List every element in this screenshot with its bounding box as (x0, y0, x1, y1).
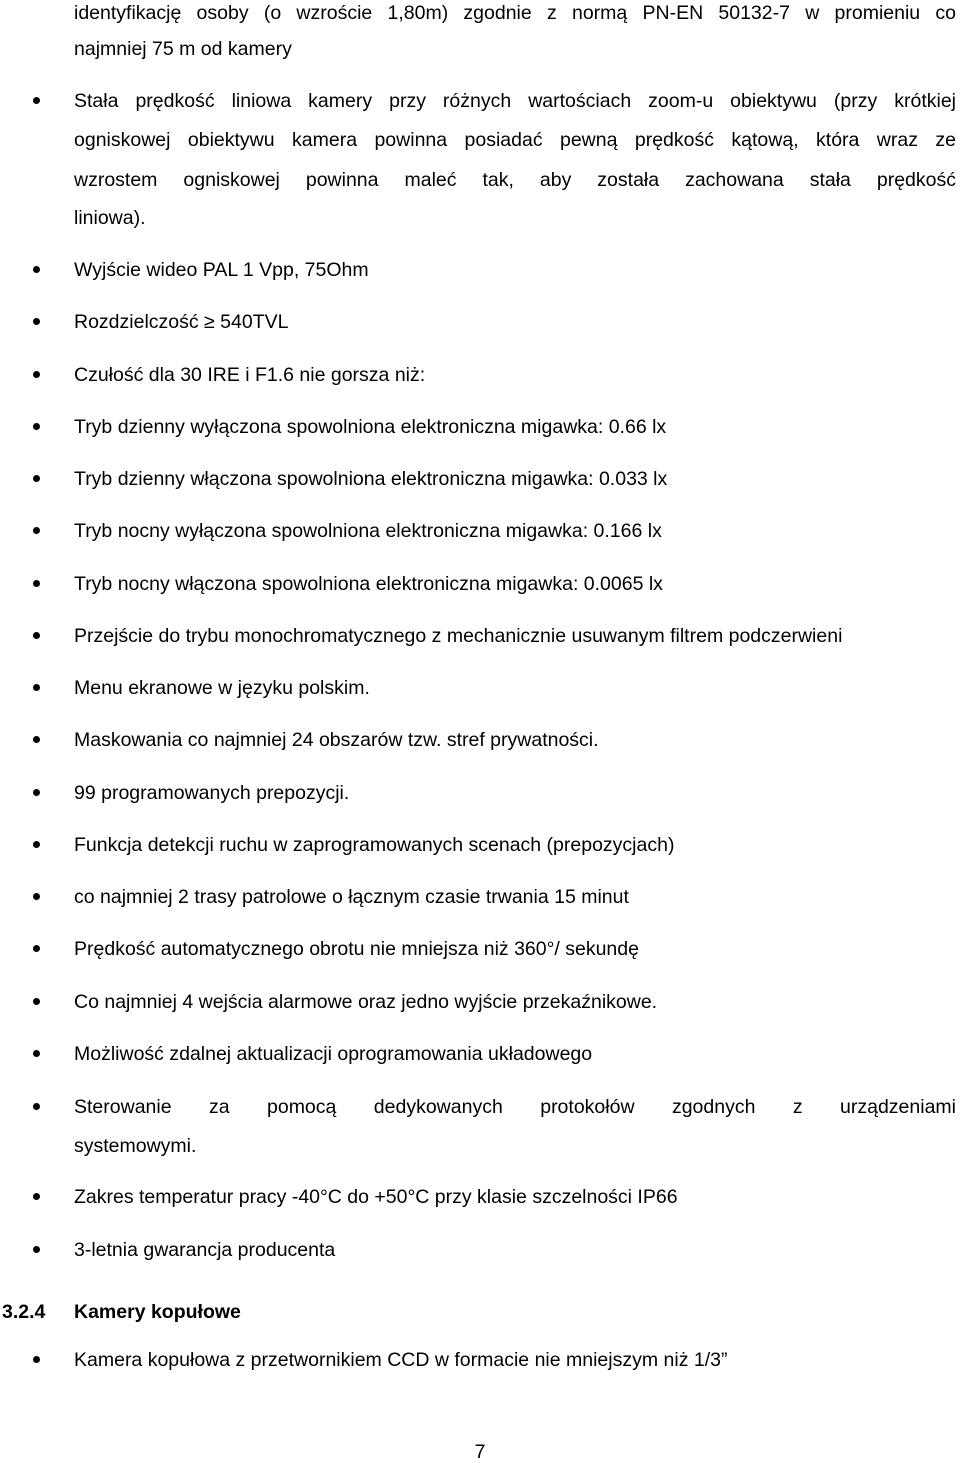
bullet-icon (33, 893, 40, 900)
list-item-text: Kamera kopułowa z przetwornikiem CCD w formacie nie mniejszym niż 1/3” (74, 1349, 728, 1371)
list-item-text: Tryb dzienny wyłączona spowolniona elektroniczna migawka: 0.66 lx (74, 416, 667, 438)
bullet-icon (33, 527, 40, 534)
list-item-text: Rozdzielczość ≥ 540TVL (74, 311, 289, 333)
bullet-icon (33, 789, 40, 796)
list-item-line: systemowymi. (74, 1135, 197, 1157)
list-item-text: Menu ekranowe w języku polskim. (74, 677, 370, 699)
bullet-icon (33, 580, 40, 587)
bullet-icon (33, 945, 40, 952)
list-item-line: wzrostem ogniskowej powinna maleć tak, aby została zachowana stała prędkość (74, 169, 956, 191)
section-title: Kamery kopułowe (74, 1301, 241, 1323)
bullet-icon (33, 1193, 40, 1200)
list-item-text: 3-letnia gwarancja producenta (74, 1239, 336, 1261)
page-number: 7 (474, 1441, 486, 1463)
list-item-text: Przejście do trybu monochromatycznego z mechanicznie usuwanym filtrem podczerwieni (74, 625, 843, 647)
list-item-text: Zakres temperatur pracy -40°C do +50°C przy klasie szczelności IP66 (74, 1186, 678, 1208)
list-item-text: Funkcja detekcji ruchu w zaprogramowanych scenach (prepozycjach) (74, 834, 675, 856)
bullet-icon (33, 1246, 40, 1253)
list-item-text: Tryb dzienny włączona spowolniona elektroniczna migawka: 0.033 lx (74, 468, 668, 490)
bullet-icon (33, 632, 40, 639)
section-number: 3.2.4 (2, 1301, 46, 1323)
continuation-line-2: najmniej 75 m od kamery (74, 38, 292, 60)
section-heading (0, 1299, 960, 1325)
list-item-text: Wyjście wideo PAL 1 Vpp, 75Ohm (74, 259, 369, 281)
bullet-icon (33, 1356, 40, 1363)
bullet-icon (33, 423, 40, 430)
list-item-text: Maskowania co najmniej 24 obszarów tzw. stref prywatności. (74, 729, 599, 751)
continuation-line-1: identyfikację osoby (o wzroście 1,80m) zgodnie z normą PN-EN 50132-7 w promieniu co (74, 2, 956, 24)
list-item-text: Możliwość zdalnej aktualizacji oprogramowania układowego (74, 1043, 593, 1065)
bullet-icon (33, 684, 40, 691)
bullet-icon (33, 475, 40, 482)
list-item-line: liniowa). (74, 207, 146, 229)
list-item-text: Co najmniej 4 wejścia alarmowe oraz jedno wyjście przekaźnikowe. (74, 991, 658, 1013)
list-item-text: co najmniej 2 trasy patrolowe o łącznym czasie trwania 15 minut (74, 886, 629, 908)
list-item-text: Prędkość automatycznego obrotu nie mniejsza niż 360°/ sekundę (74, 938, 639, 960)
bullet-icon (33, 371, 40, 378)
list-item-text: Tryb nocny wyłączona spowolniona elektroniczna migawka: 0.166 lx (74, 520, 662, 542)
bullet-icon (33, 736, 40, 743)
list-item-line: Stała prędkość liniowa kamery przy różnych wartościach zoom-u obiektywu (przy krótkiej (74, 90, 956, 112)
list-item-text: Tryb nocny włączona spowolniona elektroniczna migawka: 0.0065 lx (74, 573, 663, 595)
bullet-icon (33, 1050, 40, 1057)
bullet-icon (33, 266, 40, 273)
bullet-icon (33, 318, 40, 325)
bullet-icon (33, 998, 40, 1005)
bullet-icon (33, 97, 40, 104)
bullet-icon (33, 1103, 40, 1110)
list-item-line: Sterowanie za pomocą dedykowanych protokołów zgodnych z urządzeniami (74, 1096, 956, 1118)
list-item-text: 99 programowanych prepozycji. (74, 782, 350, 804)
list-item-line: ogniskowej obiektywu kamera powinna posiadać pewną prędkość kątową, która wraz ze (74, 129, 956, 151)
bullet-icon (33, 841, 40, 848)
list-item-text: Czułość dla 30 IRE i F1.6 nie gorsza niż: (74, 364, 426, 386)
